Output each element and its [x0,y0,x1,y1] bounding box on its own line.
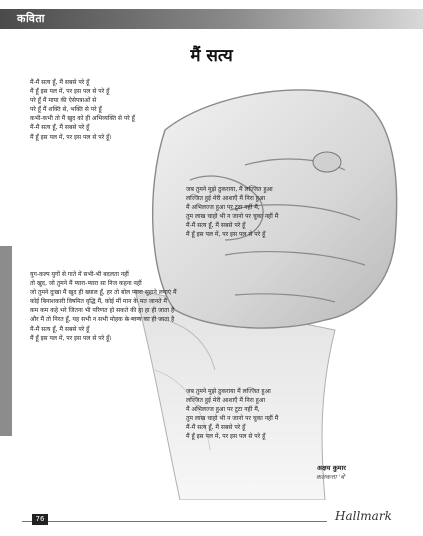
author-credit [316,463,346,481]
verse-line: मैं हूँ इस पल में, पर इस पल से परे हूँ [186,433,266,441]
stanza-4 [186,387,278,442]
header-band [0,9,423,29]
verse-line: मैं हूँ इस पल में, पर इस पल से परे हूँ। [30,133,112,141]
verse-line: और मैं तो निरत हूँ, यह सभी न सभी मोहक के मान्य का ही जाता है [30,316,175,324]
brand-logo: Hallmark [335,509,392,523]
verse-line: तुम लाख चाहो भी न जानो पर चुका नहीं मैं [186,213,279,221]
stanza-2 [186,185,278,240]
verse-line: मैं-मैं सत्य हूँ, मैं सबसे परे हूँ [30,124,90,132]
verse-line: मैं-मैं सत्य हूँ, मैं सबसे परे हूँ [30,79,90,86]
verse-line: कोई बिनाशकारी विषमित वृद्धि मैं, कोई मीं मान के मत जानते मैं [30,298,167,306]
verse-line: कभी-कभी तो मैं खुद को ही अभिव्यक्ति से परे हूँ [30,115,135,123]
verse-line: तो खुद, जो तुमने मैं प्यारा-प्यारा सा निज कहना नहीं [30,280,142,288]
verse-line: परे हूँ मैं शक्ति से, भक्ति से परे हूँ [30,106,102,114]
author-place: कलकत्ता 'बे' [316,473,346,481]
verse-line: परे हूँ मैं माया की ऐसेपत्राओं से [30,97,97,105]
stanza-1 [30,78,135,142]
verse-line: मैं-मैं सत्य हूँ, मैं सबसे परे हूँ [186,424,246,432]
side-bar [0,246,12,436]
footer-rule [22,521,327,522]
verse-line: जो तुमने दुःखा मैं खुद ही ख्याल हूँ, हर तो बोल प्यारा सुहाने लगाएं मैं [30,289,177,297]
verse-line: लज्जित हुई मेरी आशाएँ मैं निरा हुआ [186,195,265,203]
section-tag: कविता [17,12,46,25]
verse-line: जब तुमने मुझे ठुकराया मैं लज्जित हुआ [186,388,271,395]
page-number: 76 [32,514,48,525]
verse-line: जब तुमने मुझे ठुकराया, मैं लज्जित हुआ [186,186,273,193]
verse-line: मैं-मैं सत्य हूँ, मैं सबसे परे हूँ [30,325,90,333]
verse-line: कम कम कहे भरे जितना भी परिणत हो सकते की हा हा ही जाता है [30,307,175,315]
verse-line: मैं हूँ इस पल में, पर इस पल से परे हूँ [30,88,110,96]
verse-line: मैं अभिलज्ज हुआ पर टूटा नहीं मैं, [186,204,260,212]
verse-line: मैं हूँ इस पल में, पर इस पल से परे हूँ। [30,334,112,342]
verse-line: मैं-मैं सत्य हूँ, मैं सबसे परे हूँ [186,222,246,230]
verse-line: लज्जित हुई मेरी आशाएँ मैं निरा हुआ [186,397,265,405]
poem-title: मैं सत्य [190,46,233,66]
verse-line: तुम लाख चाहो भी न जानो पर चुका नहीं मैं [186,415,279,423]
verse-line: मैं अभिलज्ज हुआ पर टूटा नहीं मैं, [186,406,260,414]
author-name: अक्षय कुमार [317,464,346,472]
verse-line: युग-कल्प युगों से गाते में सभी-भी बदलता नहीं [30,271,129,278]
verse-line: मैं हूँ इस पल में, पर इस पल से परे हूँ [186,231,266,239]
stanza-3 [30,270,177,343]
